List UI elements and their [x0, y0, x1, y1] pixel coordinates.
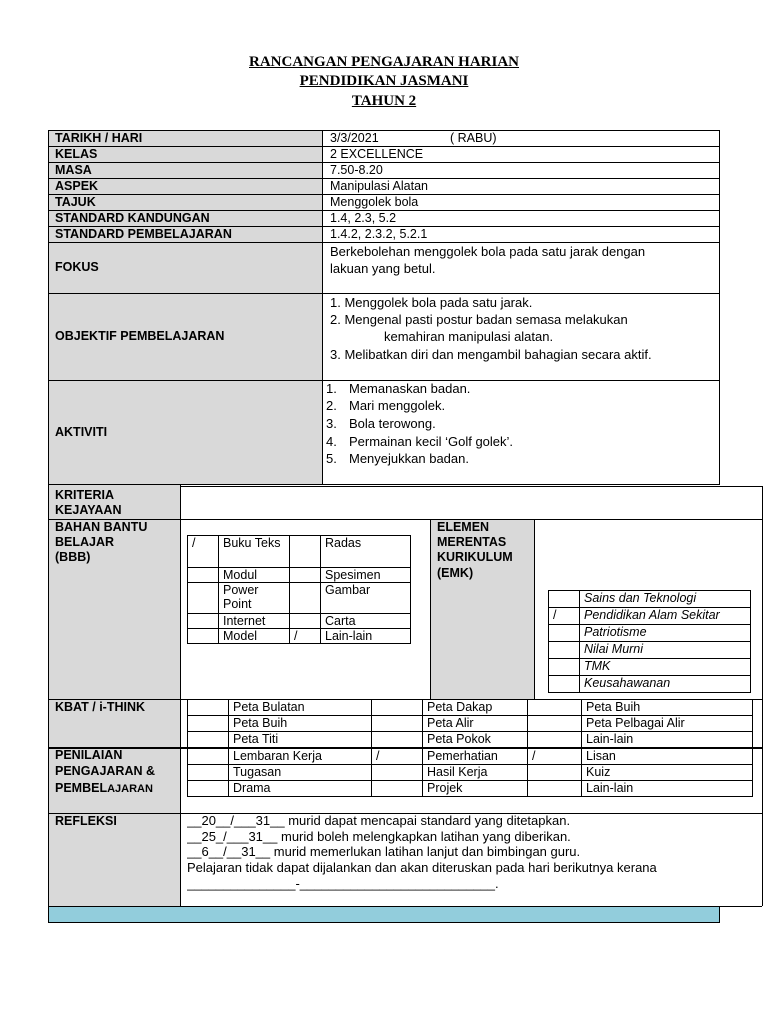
aktiviti-item-3: Bola terowong. [349, 416, 436, 431]
refleksi-line-2: __25_/___31__ murid boleh melengkapkan latihan yang diberikan. [187, 829, 571, 844]
penilaian-item: Projek [423, 781, 528, 797]
label-standard-kandungan: STANDARD KANDUNGAN [55, 211, 210, 225]
aktiviti-num-4: 4. [326, 434, 337, 449]
bbb-mark [290, 614, 321, 629]
aktiviti-item-1: Memanaskan badan. [349, 381, 471, 396]
refleksi-line-1: __20__/___31__ murid dapat mencapai standard yang ditetapkan. [187, 813, 571, 828]
penilaian-mark [188, 765, 229, 781]
value-tarikh: 3/3/2021 [330, 131, 379, 145]
kbat-item: Peta Pelbagai Alir [582, 716, 753, 732]
label-objektif: OBJEKTIF PEMBELAJARAN [55, 329, 225, 343]
label-kelas: KELAS [55, 147, 98, 161]
value-kelas: 2 EXCELLENCE [330, 147, 424, 161]
label-masa: MASA [55, 163, 92, 177]
label-emk-1: ELEMEN [437, 520, 490, 534]
objektif-item-2: 2. Mengenal pasti postur badan semasa melakukan [330, 312, 628, 327]
label-aspek: ASPEK [55, 179, 99, 193]
aktiviti-num-5: 5. [326, 451, 337, 466]
label-emk-2: MERENTAS [437, 535, 507, 549]
kbat-mark [372, 700, 423, 716]
kbat-item: Peta Titi [229, 732, 372, 748]
label-penilaian-1: PENILAIAN [55, 748, 123, 762]
label-standard-pembelajaran: STANDARD PEMBELAJARAN [55, 227, 232, 241]
emk-grid [548, 590, 751, 693]
kbat-item: Peta Buih [229, 716, 372, 732]
title-year: TAHUN 2 [351, 93, 417, 109]
bbb-mark [188, 568, 219, 583]
bbb-item: Internet [219, 614, 290, 629]
penilaian-item: Hasil Kerja [423, 765, 528, 781]
title-rph: RANCANGAN PENGAJARAN HARIAN [249, 54, 519, 70]
refleksi-line-3: __6__/__31__ murid memerlukan latihan lanjut dan bimbingan guru. [187, 844, 581, 859]
label-aktiviti: AKTIVITI [55, 425, 108, 439]
label-fokus: FOKUS [55, 260, 99, 274]
penilaian-item: Lisan [582, 749, 753, 765]
penilaian-mark [372, 765, 423, 781]
kbat-item: Peta Buih [582, 700, 753, 716]
label-bbb-1: BAHAN BANTU [55, 520, 148, 534]
emk-mark [549, 625, 580, 642]
label-emk-4: (EMK) [437, 566, 474, 580]
penilaian-item: Tugasan [229, 765, 372, 781]
label-kejayaan: KEJAYAAN [55, 503, 122, 517]
bbb-mark: / [290, 629, 321, 644]
emk-item: TMK [580, 659, 751, 676]
kbat-mark [188, 716, 229, 732]
fokus-line-1: Berkebolehan menggolek bola pada satu jarak dengan [330, 244, 646, 259]
bbb-item: Model [219, 629, 290, 644]
label-tajuk: TAJUK [55, 195, 96, 209]
penilaian-item: Drama [229, 781, 372, 797]
bbb-item: Power Point [219, 583, 290, 614]
bbb-item: Lain-lain [321, 629, 411, 644]
label-refleksi: REFLEKSI [55, 814, 117, 828]
footer-bar [48, 906, 720, 922]
bbb-item: Carta [321, 614, 411, 629]
bbb-item: Spesimen [321, 568, 411, 583]
bbb-item: Radas [321, 536, 411, 568]
emk-item: Sains dan Teknologi [580, 591, 751, 608]
kbat-mark [528, 716, 582, 732]
objektif-item-2-cont: kemahiran manipulasi alatan. [384, 329, 554, 344]
penilaian-item: Kuiz [582, 765, 753, 781]
value-masa: 7.50-8.20 [330, 163, 383, 177]
fokus-line-2: lakuan yang betul. [330, 261, 436, 276]
emk-item: Keusahawanan [580, 676, 751, 693]
label-penilaian-3: PEMBELAJARAN [55, 781, 153, 795]
aktiviti-item-5: Menyejukkan badan. [349, 451, 469, 466]
bbb-grid [187, 535, 411, 644]
kbat-item: Peta Bulatan [229, 700, 372, 716]
kbat-item: Peta Alir [423, 716, 528, 732]
penilaian-mark [528, 781, 582, 797]
label-kbat: KBAT / i-THINK [55, 700, 146, 714]
value-aspek: Manipulasi Alatan [330, 179, 428, 193]
bbb-mark [188, 629, 219, 644]
aktiviti-item-2: Mari menggolek. [349, 398, 446, 413]
penilaian-mark [188, 781, 229, 797]
penilaian-item: Pemerhatian [423, 749, 528, 765]
value-hari: ( RABU) [450, 131, 497, 145]
emk-mark [549, 591, 580, 608]
refleksi-line-5: _______________-___________________________. [187, 876, 499, 891]
emk-item: Pendidikan Alam Sekitar [580, 608, 751, 625]
label-kriteria: KRITERIA [55, 488, 115, 502]
bbb-mark [290, 583, 321, 614]
kbat-item: Lain-lain [582, 732, 753, 748]
emk-mark [549, 659, 580, 676]
penilaian-mark [188, 749, 229, 765]
label-emk-3: KURIKULUM [437, 550, 513, 564]
kbat-mark [528, 700, 582, 716]
penilaian-mark [372, 781, 423, 797]
aktiviti-item-4: Permainan kecil ‘Golf golek’. [349, 434, 514, 449]
emk-mark: / [549, 608, 580, 625]
bbb-item: Gambar [321, 583, 411, 614]
objektif-item-1: 1. Menggolek bola pada satu jarak. [330, 295, 533, 310]
emk-item: Patriotisme [580, 625, 751, 642]
bbb-mark: / [188, 536, 219, 568]
bbb-mark [290, 568, 321, 583]
kbat-mark [372, 716, 423, 732]
bbb-item: Modul [219, 568, 290, 583]
kbat-grid [187, 699, 753, 748]
bbb-mark [188, 614, 219, 629]
value-standard-kandungan: 1.4, 2.3, 5.2 [330, 211, 397, 225]
aktiviti-num-2: 2. [326, 398, 337, 413]
bbb-mark [290, 536, 321, 568]
kbat-mark [528, 732, 582, 748]
emk-mark [549, 642, 580, 659]
penilaian-grid [187, 748, 753, 797]
label-bbb-2: BELAJAR [55, 535, 115, 549]
penilaian-mark: / [372, 749, 423, 765]
emk-mark [549, 676, 580, 693]
refleksi-line-4: Pelajaran tidak dapat dijalankan dan akan diteruskan pada hari berikutnya kerana [187, 860, 657, 875]
kbat-mark [188, 732, 229, 748]
kbat-item: Peta Dakap [423, 700, 528, 716]
aktiviti-num-1: 1. [326, 381, 337, 396]
bbb-mark [188, 583, 219, 614]
label-tarikh: TARIKH / HARI [55, 131, 143, 145]
objektif-item-3: 3. Melibatkan diri dan mengambil bahagian secara aktif. [330, 347, 652, 362]
title-subject: PENDIDIKAN JASMANI [299, 73, 469, 89]
penilaian-mark [528, 765, 582, 781]
penilaian-item: Lain-lain [582, 781, 753, 797]
label-penilaian-2: PENGAJARAN & [55, 764, 156, 778]
bbb-item: Buku Teks [219, 536, 290, 568]
penilaian-item: Lembaran Kerja [229, 749, 372, 765]
emk-item: Nilai Murni [580, 642, 751, 659]
kbat-mark [188, 700, 229, 716]
kbat-mark [372, 732, 423, 748]
kbat-item: Peta Pokok [423, 732, 528, 748]
label-bbb-3: (BBB) [55, 550, 91, 564]
value-tajuk: Menggolek bola [330, 195, 419, 209]
penilaian-mark: / [528, 749, 582, 765]
value-standard-pembelajaran: 1.4.2, 2.3.2, 5.2.1 [330, 227, 428, 241]
aktiviti-num-3: 3. [326, 416, 337, 431]
